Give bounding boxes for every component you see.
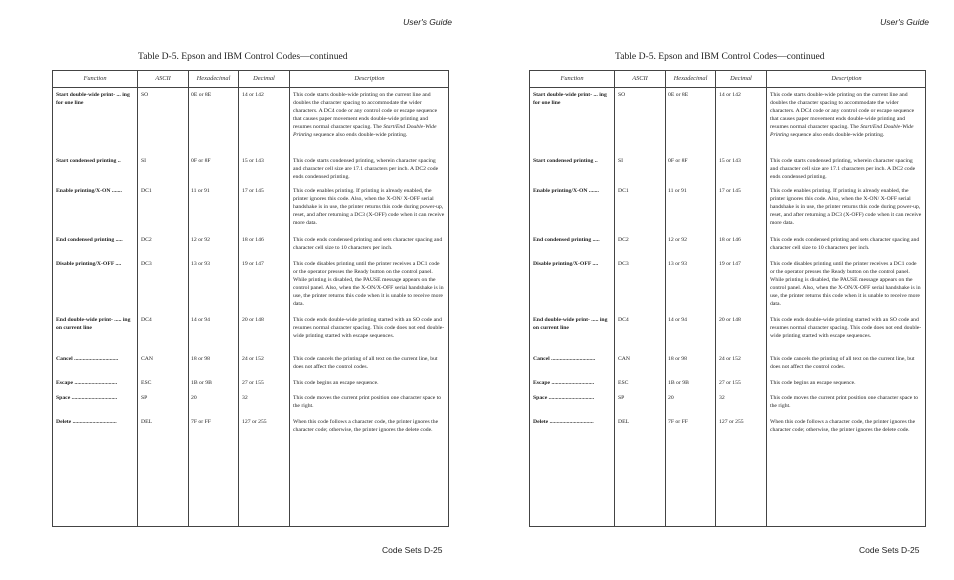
cell-decimal: 17 or 145	[242, 188, 264, 194]
cell-description: This code begins an escape sequence.	[293, 380, 379, 386]
cell-decimal: 17 or 145	[719, 188, 741, 194]
cell-function: Escape ..............................	[56, 380, 118, 386]
cell-function: Start double-wide print- ... ing for one line	[533, 92, 607, 106]
cell-decimal: 19 or 147	[242, 261, 264, 267]
cell-hex: 20	[668, 395, 674, 401]
cell-description: This code cancels the printing of all text on the current line, but does not affect the control codes.	[770, 356, 915, 370]
cell-function: Disable printing/X-OFF ....	[533, 261, 599, 267]
cell-decimal: 127 or 255	[719, 419, 744, 425]
header-description: Description	[354, 75, 385, 82]
cell-hex: 14 or 94	[668, 317, 687, 323]
cell-function: Enable printing/X-ON .......	[533, 188, 599, 194]
cell-ascii: DC4	[618, 317, 629, 323]
cell-hex: 11 or 91	[668, 188, 687, 194]
cell-hex: 18 or 98	[191, 356, 210, 362]
cell-function: End condensed printing .....	[56, 237, 123, 243]
cell-ascii: CAN	[618, 356, 631, 362]
cell-ascii: DEL	[141, 419, 153, 425]
cell-ascii: CAN	[141, 356, 154, 362]
header-decimal: Decimal	[253, 75, 275, 82]
cell-hex: 1B or 9B	[668, 380, 689, 386]
header-function: Function	[83, 75, 107, 82]
cell-hex: 7F or FF	[191, 419, 211, 425]
cell-decimal: 20 or 148	[719, 317, 741, 323]
cell-function: Escape ..............................	[533, 380, 595, 386]
cell-hex: 13 or 93	[668, 261, 687, 267]
header-function: Function	[560, 75, 584, 82]
cell-decimal: 20 or 148	[242, 317, 264, 323]
cell-ascii: SO	[618, 92, 626, 98]
cell-description: This code ends double-wide printing started with an SO code and resumes normal character spacing. This code does not end double-wide printing started with escape sequences.	[293, 317, 445, 339]
cell-ascii: DC3	[141, 261, 152, 267]
cell-decimal: 18 or 146	[719, 237, 741, 243]
cell-ascii: DC3	[618, 261, 629, 267]
cell-hex: 14 or 94	[191, 317, 210, 323]
cell-ascii: SI	[141, 158, 147, 164]
cell-decimal: 32	[719, 395, 725, 401]
page-right	[477, 0, 954, 580]
cell-function: Disable printing/X-OFF ....	[56, 261, 122, 267]
cell-description: This code ends condensed printing and sets character spacing and character cell size to 10 characters per inch.	[293, 237, 443, 251]
cell-description: This code begins an escape sequence.	[770, 380, 856, 386]
cell-function: Enable printing/X-ON .......	[56, 188, 122, 194]
cell-description: This code ends double-wide printing started with an SO code and resumes normal character spacing. This code does not end double-wide printing started with escape sequences.	[770, 317, 922, 339]
cell-description: This code starts double-wide printing on the current line and doubles the character spacing to accommodate the wider characters. A DC4 code or any control code or escape sequence that causes paper movement ends double-wide printing and resumes normal character spacing. The Start/End Double-Wide Printing sequence also ends double-wide printing.	[293, 92, 438, 138]
cell-ascii: SP	[141, 395, 148, 401]
cell-description: This code moves the current print position one character space to the right.	[293, 395, 442, 409]
header-hexadecimal: Hexadecimal	[673, 75, 708, 82]
cell-ascii: DC2	[618, 237, 629, 243]
cell-hex: 13 or 93	[191, 261, 210, 267]
cell-decimal: 14 or 142	[242, 92, 264, 98]
cell-decimal: 24 or 152	[242, 356, 264, 362]
cell-function: Start condensed printing ..	[56, 158, 121, 164]
cell-hex: 0F or 8F	[191, 158, 211, 164]
cell-hex: 12 or 92	[668, 237, 687, 243]
cell-function: Start condensed printing ..	[533, 158, 598, 164]
cell-description: When this code follows a character code, the printer ignores the character code; otherwise, the printer ignores the delete code.	[770, 419, 916, 433]
cell-ascii: DC1	[141, 188, 152, 194]
cell-function: Delete ...............................	[533, 419, 594, 425]
table-title: Table D-5. Epson and IBM Control Codes—continued	[615, 51, 825, 62]
cell-description: This code enables printing. If printing is already enabled, the printer ignores this code. Also, when the X-ON/ X-OFF serial handshake is in use, the printer returns this code during power-up, reset, and after returning a DC3 (X-OFF) code when it can receive more data.	[770, 188, 922, 226]
cell-function: End condensed printing .....	[533, 237, 600, 243]
cell-hex: 1B or 9B	[191, 380, 212, 386]
cell-decimal: 24 or 152	[719, 356, 741, 362]
cell-description: This code disables printing until the printer receives a DC1 code or the operator presses the Ready button on the control panel. While printing is disabled, the PAUSE message appears on the control panel. Also, when the X-ON/X-OFF serial handshake is in use, the printer returns this code when it is unable to receive more data.	[293, 261, 444, 307]
header-decimal: Decimal	[730, 75, 752, 82]
cell-description: This code disables printing until the printer receives a DC1 code or the operator presses the Ready button on the control panel. While printing is disabled, the PAUSE message appears on the control panel. Also, when the X-ON/X-OFF serial handshake is in use, the printer returns this code when it is unable to receive more data.	[770, 261, 921, 307]
cell-function: Space ................................	[533, 395, 595, 401]
cell-description: This code cancels the printing of all text on the current line, but does not affect the control codes.	[293, 356, 438, 370]
cell-decimal: 27 or 155	[719, 380, 741, 386]
cell-description: This code enables printing. If printing is already enabled, the printer ignores this code. Also, when the X-ON/ X-OFF serial handshake is in use, the printer returns this code during power-up, reset, and after returning a DC3 (X-OFF) code when it can receive more data.	[293, 188, 445, 226]
cell-function: Cancel ...............................	[533, 356, 596, 362]
cell-ascii: DC2	[141, 237, 152, 243]
cell-description: This code starts double-wide printing on the current line and doubles the character spacing to accommodate the wider characters. A DC4 code or any control code or escape sequence that causes paper movement ends double-wide printing and resumes normal character spacing. The Start/End Double-Wide Printing sequence also ends double-wide printing.	[770, 92, 915, 138]
cell-decimal: 27 or 155	[242, 380, 264, 386]
cell-hex: 7F or FF	[668, 419, 688, 425]
cell-description: This code starts condensed printing, wherein character spacing and character cell size are 17.1 characters per inch. A DC2 code ends condensed printing.	[770, 158, 916, 180]
cell-description: This code starts condensed printing, wherein character spacing and character cell size are 17.1 characters per inch. A DC2 code ends condensed printing.	[293, 158, 439, 180]
cell-ascii: DC1	[618, 188, 629, 194]
cell-description: This code ends condensed printing and sets character spacing and character cell size to 10 characters per inch.	[770, 237, 920, 251]
cell-ascii: DC4	[141, 317, 152, 323]
cell-function: Space ................................	[56, 395, 118, 401]
running-head: User's Guide	[880, 17, 929, 27]
cell-ascii: SO	[141, 92, 149, 98]
cell-decimal: 15 or 143	[242, 158, 264, 164]
cell-ascii: SP	[618, 395, 625, 401]
cell-hex: 12 or 92	[191, 237, 210, 243]
cell-hex: 0F or 8F	[668, 158, 688, 164]
cell-ascii: ESC	[618, 380, 629, 386]
cell-ascii: ESC	[141, 380, 152, 386]
cell-function: Cancel ...............................	[56, 356, 119, 362]
control-codes-table	[52, 70, 449, 527]
cell-decimal: 18 or 146	[242, 237, 264, 243]
table-title: Table D-5. Epson and IBM Control Codes—continued	[138, 51, 348, 62]
cell-hex: 0E or 8E	[668, 92, 689, 98]
page-folio: Code Sets D-25	[382, 545, 443, 555]
header-ascii: ASCII	[155, 75, 171, 82]
cell-decimal: 19 or 147	[719, 261, 741, 267]
cell-decimal: 15 or 143	[719, 158, 741, 164]
cell-function: Start double-wide print- ... ing for one line	[56, 92, 130, 106]
cell-decimal: 14 or 142	[719, 92, 741, 98]
cell-decimal: 127 or 255	[242, 419, 267, 425]
cell-hex: 11 or 91	[191, 188, 210, 194]
cell-ascii: SI	[618, 158, 624, 164]
cell-ascii: DEL	[618, 419, 630, 425]
cell-hex: 18 or 98	[668, 356, 687, 362]
page-folio: Code Sets D-25	[859, 545, 920, 555]
cell-decimal: 32	[242, 395, 248, 401]
cell-function: End double-wide print- ..... ing on current line	[533, 317, 608, 331]
cell-function: End double-wide print- ..... ing on current line	[56, 317, 131, 331]
header-description: Description	[831, 75, 862, 82]
cell-hex: 20	[191, 395, 197, 401]
cell-hex: 0E or 8E	[191, 92, 212, 98]
cell-description: This code moves the current print position one character space to the right.	[770, 395, 919, 409]
cell-function: Delete ...............................	[56, 419, 117, 425]
running-head: User's Guide	[403, 17, 452, 27]
header-hexadecimal: Hexadecimal	[196, 75, 231, 82]
control-codes-table	[529, 70, 926, 527]
header-ascii: ASCII	[632, 75, 648, 82]
cell-description: When this code follows a character code, the printer ignores the character code; otherwise, the printer ignores the delete code.	[293, 419, 439, 433]
